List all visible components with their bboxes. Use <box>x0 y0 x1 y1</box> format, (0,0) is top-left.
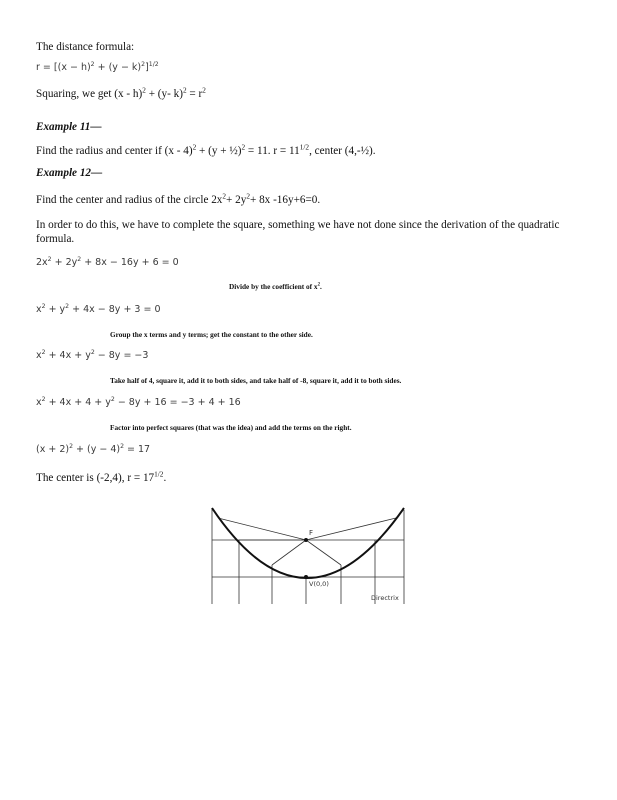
text-part: Find the center and radius of the circle 2x <box>36 194 223 206</box>
exponent: 2 <box>69 442 74 450</box>
equation-part: = 17 <box>124 444 151 455</box>
text-part: + 2y <box>226 194 247 206</box>
exponent: 2 <box>317 282 320 288</box>
text-part: The center is (-2,4), r = 17 <box>36 472 155 484</box>
equation-part: + (y − 4) <box>73 444 121 455</box>
exponent: 2 <box>222 192 227 201</box>
distance-formula-part: r = [(x − h) <box>36 62 91 73</box>
note-part: . <box>319 282 322 291</box>
directrix-label: Directrix <box>371 594 399 602</box>
exponent: 2 <box>90 60 95 68</box>
equation-part: x <box>36 304 42 315</box>
exponent: 2 <box>192 143 197 152</box>
equation-part: − 8y = −3 <box>94 350 149 361</box>
text-part: Squaring, we get (x - h) <box>36 88 143 100</box>
step-note-2: Group the x terms and y terms; get the constant to the other side. <box>110 330 313 339</box>
focal-ray <box>306 540 341 565</box>
exponent: 2 <box>65 302 70 310</box>
exponent: 2 <box>41 395 46 403</box>
text-part: , center (4,-½). <box>309 145 376 157</box>
equation-part: + 8x − 16y + 6 = 0 <box>81 257 179 268</box>
exponent: 2 <box>47 255 52 263</box>
distance-formula-part: + (y − k) <box>94 62 142 73</box>
text-part: + (y + ½) <box>196 145 242 157</box>
exponent: 1/2 <box>299 143 310 152</box>
text-part: = 11. r = 11 <box>245 145 300 157</box>
complete-square-text: In order to do this, we have to complete the square, something we have not done since the derivation of the quadratic formula. <box>36 219 560 245</box>
exponent: 2 <box>141 60 146 68</box>
example-11-title: Example 11— <box>36 121 102 133</box>
equation-part: + 2y <box>51 257 78 268</box>
vertex-label: V(0,0) <box>309 580 329 588</box>
step-note-3: Take half of 4, square it, add it to both sides, and take half of -8, square it, add it to both sides. <box>110 376 402 385</box>
focus-label: F <box>309 529 314 537</box>
exponent: 2 <box>77 255 82 263</box>
exponent: 1/2 <box>148 60 159 68</box>
equation-part: x <box>36 350 42 361</box>
exponent: 2 <box>182 86 187 95</box>
distance-formula-part: ] <box>145 62 149 73</box>
equation-part: + y <box>45 304 66 315</box>
exponent: 2 <box>202 86 206 95</box>
equation-part: + 4x − 8y + 3 = 0 <box>69 304 161 315</box>
exponent: 2 <box>110 395 115 403</box>
focus-point <box>304 538 308 542</box>
equation-part: 2x <box>36 257 48 268</box>
equation-part: + 4x + y <box>45 350 91 361</box>
equation-part: + 4x + 4 + y <box>45 397 111 408</box>
focal-ray <box>218 518 306 540</box>
exponent: 2 <box>120 442 125 450</box>
exponent: 2 <box>41 302 46 310</box>
vertex-point <box>304 575 308 579</box>
step-note-4: Factor into perfect squares (that was the idea) and add the terms on the right. <box>110 423 352 432</box>
text-part: . <box>163 472 167 484</box>
exponent: 2 <box>90 348 95 356</box>
text-part: Find the radius and center if (x - 4) <box>36 145 193 157</box>
text-part: + 8x -16y+6=0. <box>249 194 321 206</box>
exponent: 1/2 <box>154 470 164 479</box>
exponent: 2 <box>142 86 146 95</box>
text-part: + (y- k) <box>145 88 183 100</box>
equation-part: − 8y + 16 = −3 + 4 + 16 <box>114 397 241 408</box>
text-part: = r <box>186 88 203 100</box>
exponent: 2 <box>246 192 250 201</box>
note-part: Divide by the coefficient of x <box>229 282 318 291</box>
distance-heading: The distance formula: <box>36 41 135 53</box>
equation-part: x <box>36 397 42 408</box>
exponent: 2 <box>41 348 46 356</box>
exponent: 2 <box>241 143 246 152</box>
equation-part: (x + 2) <box>36 444 70 455</box>
focal-ray <box>272 540 306 565</box>
example-12-title: Example 12— <box>36 167 103 179</box>
